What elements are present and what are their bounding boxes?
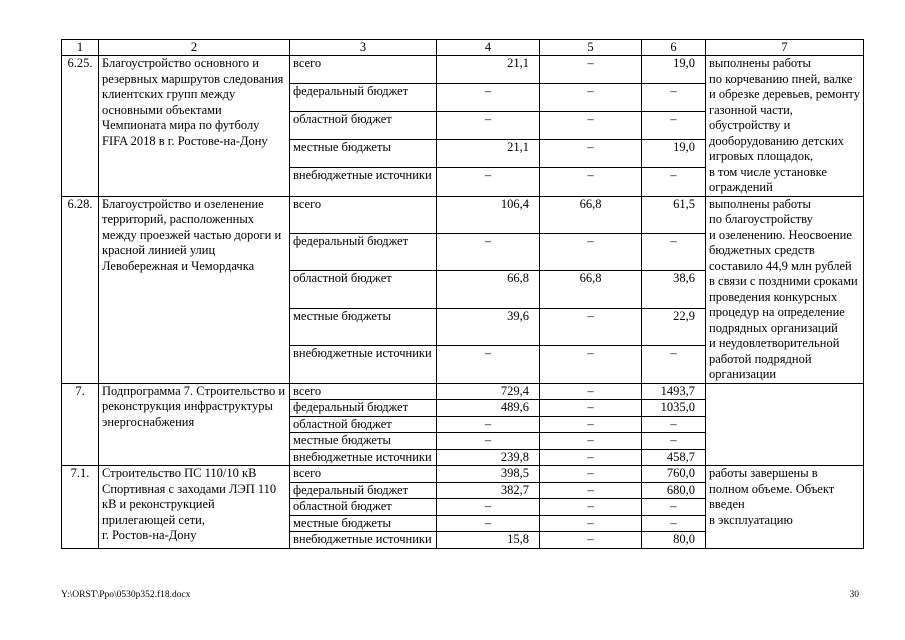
value-cell: – bbox=[540, 532, 642, 549]
value-cell: – bbox=[437, 112, 540, 140]
value-cell: 1493,7 bbox=[642, 383, 706, 400]
funding-source: всего bbox=[290, 383, 437, 400]
header-cell: 5 bbox=[540, 40, 642, 56]
page-number: 30 bbox=[849, 590, 859, 600]
funding-source: местные бюджеты bbox=[290, 515, 437, 532]
funding-source: федеральный бюджет bbox=[290, 482, 437, 499]
value-cell: – bbox=[437, 433, 540, 450]
value-cell: – bbox=[540, 233, 642, 270]
item-name: Благоустройство основного и резервных маршрутов следования клиентских групп между основными объектами Чемпионата мира по футболу FIFA 2018 в г. Ростове-на-Дону bbox=[99, 56, 290, 197]
value-cell: – bbox=[540, 482, 642, 499]
value-cell: – bbox=[540, 416, 642, 433]
value-cell: – bbox=[540, 112, 642, 140]
value-cell: 66,8 bbox=[437, 271, 540, 308]
value-cell: – bbox=[642, 433, 706, 450]
document-page bbox=[61, 39, 863, 549]
value-cell: – bbox=[642, 499, 706, 516]
funding-source: внебюджетные источники bbox=[290, 346, 437, 383]
value-cell: 398,5 bbox=[437, 466, 540, 483]
value-cell: 680,0 bbox=[642, 482, 706, 499]
result-note: выполнены работы по корчеванию пней, валке и обрезке деревьев, ремонту газонной части, обустройству и дооборудованию детских игровых площадок, в том числе установке ограждений bbox=[706, 56, 864, 197]
value-cell: – bbox=[540, 168, 642, 196]
value-cell: – bbox=[437, 84, 540, 112]
funding-source: областной бюджет bbox=[290, 499, 437, 516]
file-path: Y:\ORST\Ppo\0530p352.f18.docx bbox=[61, 590, 191, 600]
value-cell: – bbox=[437, 346, 540, 383]
value-cell: 458,7 bbox=[642, 449, 706, 466]
item-name: Подпрограмма 7. Строительство и реконструкция инфраструктуры энергоснабжения bbox=[99, 383, 290, 466]
value-cell: – bbox=[540, 515, 642, 532]
value-cell: – bbox=[642, 233, 706, 270]
item-number: 6.28. bbox=[62, 196, 99, 383]
value-cell: – bbox=[540, 308, 642, 345]
funding-source: всего bbox=[290, 56, 437, 84]
header-cell: 1 bbox=[62, 40, 99, 56]
funding-source: местные бюджеты bbox=[290, 308, 437, 345]
value-cell: 489,6 bbox=[437, 400, 540, 417]
value-cell: 21,1 bbox=[437, 140, 540, 168]
value-cell: 80,0 bbox=[642, 532, 706, 549]
funding-source: областной бюджет bbox=[290, 112, 437, 140]
value-cell: 66,8 bbox=[540, 196, 642, 233]
value-cell: 21,1 bbox=[437, 56, 540, 84]
value-cell: 239,8 bbox=[437, 449, 540, 466]
value-cell: – bbox=[642, 112, 706, 140]
item-name: Благоустройство и озеленение территорий, расположенных между проезжей частью дороги и красной линией улиц Левобережная и Чемордачка bbox=[99, 196, 290, 383]
value-cell: 19,0 bbox=[642, 56, 706, 84]
funding-source: федеральный бюджет bbox=[290, 400, 437, 417]
item-name: Строительство ПС 110/10 кВ Спортивная с заходами ЛЭП 110 кВ и реконструкцией прилегающей сети, г. Ростов-на-Дону bbox=[99, 466, 290, 549]
funding-source: всего bbox=[290, 466, 437, 483]
funding-source: федеральный бюджет bbox=[290, 233, 437, 270]
funding-source: внебюджетные источники bbox=[290, 168, 437, 196]
value-cell: 61,5 bbox=[642, 196, 706, 233]
value-cell: 38,6 bbox=[642, 271, 706, 308]
value-cell: 1035,0 bbox=[642, 400, 706, 417]
value-cell: 382,7 bbox=[437, 482, 540, 499]
item-number: 7. bbox=[62, 383, 99, 466]
result-note: выполнены работы по благоустройству и озеленению. Неосвоение бюджетных средств составило 44,9 млн рублей в связи с поздними сроками проведения конкурсных процедур на определение подрядных организаций и неудовлетворительной работой подрядной организации bbox=[706, 196, 864, 383]
table-row bbox=[62, 56, 864, 84]
table-row bbox=[62, 383, 864, 400]
value-cell: 760,0 bbox=[642, 466, 706, 483]
value-cell: – bbox=[540, 433, 642, 450]
value-cell: – bbox=[540, 466, 642, 483]
value-cell: – bbox=[437, 168, 540, 196]
value-cell: – bbox=[540, 140, 642, 168]
item-number: 7.1. bbox=[62, 466, 99, 549]
value-cell: – bbox=[540, 56, 642, 84]
value-cell: – bbox=[540, 449, 642, 466]
table-row bbox=[62, 196, 864, 233]
value-cell: 15,8 bbox=[437, 532, 540, 549]
value-cell: 106,4 bbox=[437, 196, 540, 233]
header-cell: 6 bbox=[642, 40, 706, 56]
funding-source: внебюджетные источники bbox=[290, 532, 437, 549]
value-cell: – bbox=[437, 233, 540, 270]
value-cell: – bbox=[642, 416, 706, 433]
value-cell: 22,9 bbox=[642, 308, 706, 345]
funding-source: областной бюджет bbox=[290, 416, 437, 433]
value-cell: 39,6 bbox=[437, 308, 540, 345]
value-cell: – bbox=[437, 416, 540, 433]
result-note: работы завершены в полном объеме. Объект введен в эксплуатацию bbox=[706, 466, 864, 549]
header-cell: 4 bbox=[437, 40, 540, 56]
value-cell: – bbox=[540, 499, 642, 516]
value-cell: – bbox=[540, 383, 642, 400]
value-cell: – bbox=[642, 346, 706, 383]
value-cell: 19,0 bbox=[642, 140, 706, 168]
item-number: 6.25. bbox=[62, 56, 99, 197]
value-cell: – bbox=[642, 84, 706, 112]
funding-source: всего bbox=[290, 196, 437, 233]
header-row bbox=[62, 40, 864, 56]
funding-source: областной бюджет bbox=[290, 271, 437, 308]
result-note bbox=[706, 383, 864, 466]
header-cell: 3 bbox=[290, 40, 437, 56]
value-cell: 66,8 bbox=[540, 271, 642, 308]
funding-source: внебюджетные источники bbox=[290, 449, 437, 466]
table-row bbox=[62, 466, 864, 483]
header-cell: 7 bbox=[706, 40, 864, 56]
value-cell: – bbox=[540, 400, 642, 417]
value-cell: 729,4 bbox=[437, 383, 540, 400]
funding-source: местные бюджеты bbox=[290, 433, 437, 450]
header-cell: 2 bbox=[99, 40, 290, 56]
funding-source: местные бюджеты bbox=[290, 140, 437, 168]
funding-source: федеральный бюджет bbox=[290, 84, 437, 112]
value-cell: – bbox=[540, 84, 642, 112]
budget-table bbox=[61, 39, 864, 549]
value-cell: – bbox=[437, 499, 540, 516]
value-cell: – bbox=[642, 515, 706, 532]
value-cell: – bbox=[642, 168, 706, 196]
value-cell: – bbox=[540, 346, 642, 383]
value-cell: – bbox=[437, 515, 540, 532]
